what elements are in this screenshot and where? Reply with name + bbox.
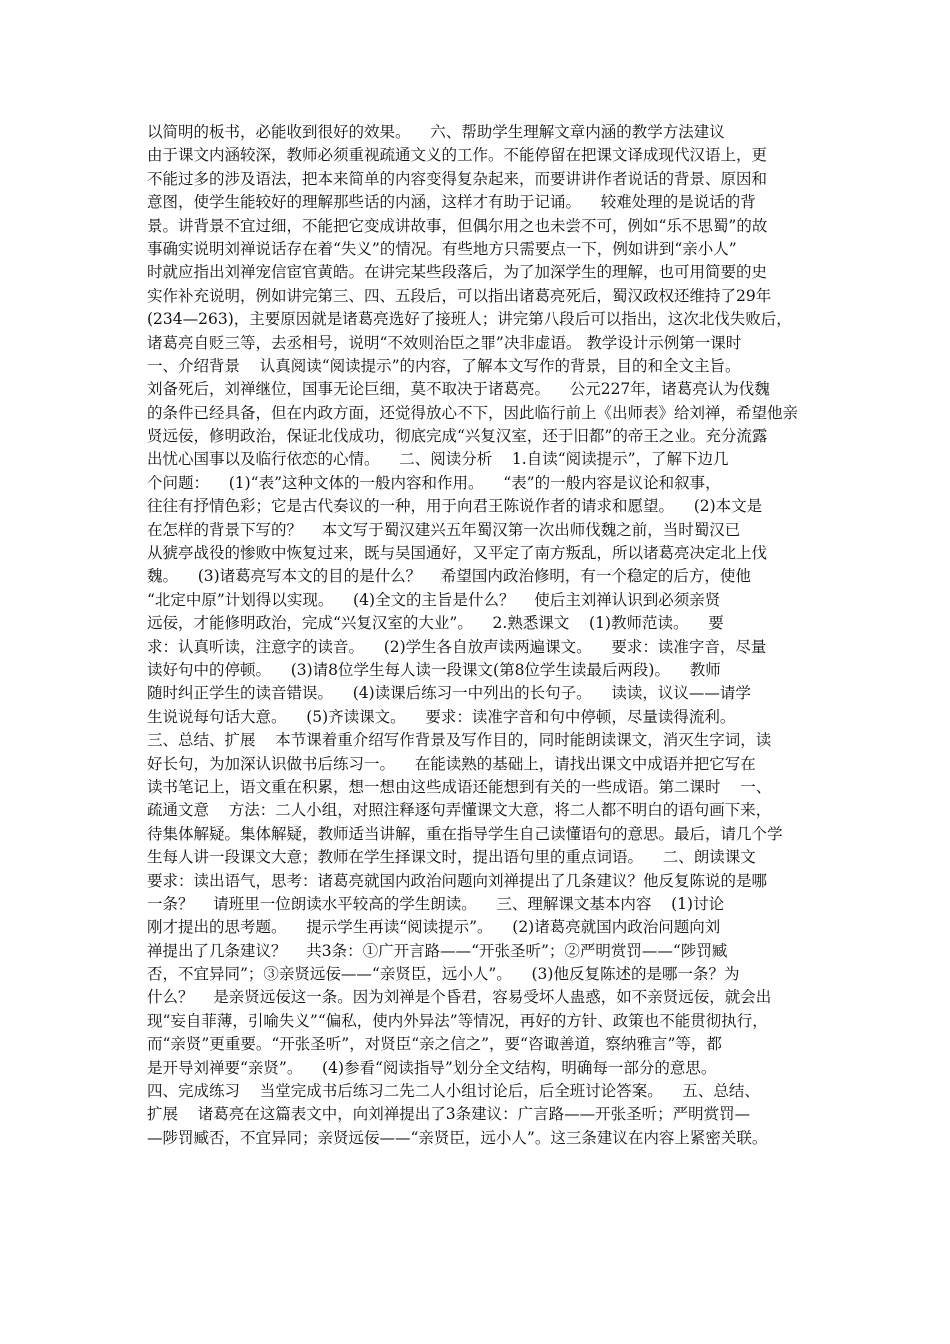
text-line: 要求：读出语气，思考：诸葛亮就国内政治问题向刘禅提出了几条建议？他反复陈说的是哪 xyxy=(147,871,768,890)
text-line: 意图，使学生能较好的理解那些话的内涵，这样才有助于记诵。 较难处理的是说话的背 xyxy=(147,193,756,212)
text-line: —陟罚臧否，不宜异同；亲贤远佞——“亲贤臣，远小人”。这三条建议在内容上紧密关联。 xyxy=(147,1128,768,1147)
text-line: “北定中原”计划得以实现。 (4)全文的主旨是什么？ 使后主刘禅认识到必须亲贤 xyxy=(147,590,721,609)
text-line: 景。讲背景不宜过细，不能把它变成讲故事，但偶尔用之也未尝不可，例如“乐不思蜀”的故 xyxy=(147,216,768,235)
text-line: 求：认真听读，注意字的读音。 (2)学生各自放声读两遍课文。 要求：读准字音，尽量 xyxy=(147,637,767,656)
text-line: 读好句中的停顿。 (3)请8位学生每人读一段课文(第8位学生读最后两段)。 教师 xyxy=(147,660,721,679)
text-line: 好长句，为加深认识做书后练习一。 在能读熟的基础上，请找出课文中成语并把它写在 xyxy=(147,754,756,773)
text-line: 是开导刘禅要“亲贤”。 (4)参看“阅读指导”划分全文结构，明确每一部分的意思。 xyxy=(147,1058,717,1077)
text-line: 实作补充说明，例如讲完第三、四、五段后，可以指出诸葛亮死后，蜀汉政权还维持了29年 xyxy=(147,286,772,305)
text-line: 事确实说明刘禅说话存在着“失义”的情况。有些地方只需要点一下，例如讲到“亲小人” xyxy=(147,239,737,258)
body-text xyxy=(147,121,823,1150)
text-line: 读书笔记上，语文重在积累，想一想由这些成语还能想到有关的一些成语。第二课时 一、 xyxy=(147,777,772,796)
text-line: 禅提出了几条建议？ 共3条：①广开言路——“开张圣听”；②严明赏罚——“陟罚臧 xyxy=(147,941,728,960)
text-line: 四、完成练习 当堂完成书后练习二先二人小组讨论后，后全班讨论答案。 五、总结、 xyxy=(147,1082,760,1101)
text-line: 从猇亭战役的惨败中恢复过来，既与吴国通好，又平定了南方叛乱，所以诸葛亮决定北上伐 xyxy=(147,544,768,563)
text-line: 不能过多的涉及语法，把本来简单的内容变得复杂起来，而要讲讲作者说话的背景、原因和 xyxy=(147,169,768,188)
text-line: 而“亲贤”更重要。“开张圣听”，对贤臣“亲之信之”，要“咨诹善道，察纳雅言”等，都 xyxy=(147,1035,722,1054)
text-line: 时就应指出刘禅宠信宦官黄皓。在讲完某些段落后，为了加深学生的理解，也可用简要的史 xyxy=(147,263,768,282)
text-line: 待集体解疑。集体解疑，教师适当讲解，重在指导学生自己读懂语句的意思。最后，请几个学 xyxy=(147,824,783,843)
text-line: 三、总结、扩展 本节课着重介绍写作背景及写作目的，同时能朗读课文，消灭生字词，读 xyxy=(147,731,772,750)
text-line: 由于课文内涵较深，教师必须重视疏通文义的工作。不能停留在把课文译成现代汉语上，更 xyxy=(147,146,768,165)
text-line: 刘备死后，刘禅继位，国事无论巨细，莫不取决于诸葛亮。 公元227年，诸葛亮认为伐魏 xyxy=(147,380,770,399)
text-line: 以简明的板书，必能收到很好的效果。 六、帮助学生理解文章内涵的教学方法建议 xyxy=(147,123,725,141)
text-line: 生每人讲一段课文大意；教师在学生择课文时，提出语句里的重点词语。 二、朗读课文 xyxy=(147,848,756,867)
text-line: 生说说每句话大意。 (5)齐读课文。 要求：读准字音和句中停顿，尽量读得流利。 xyxy=(147,707,736,726)
text-line: 随时纠正学生的读音错误。 (4)读课后练习一中列出的长句子。 读读，议议——请学 xyxy=(147,684,751,703)
text-line: 个问题： (1)“表”这种文体的一般内容和作用。 “表”的一般内容是议论和叙事， xyxy=(147,473,721,492)
text-line: 的条件已经具备，但在内政方面，还觉得放心不下，因此临行前上《出师表》给刘禅，希望他亲 xyxy=(147,403,799,422)
text-line: 刚才提出的思考题。 提示学生再读“阅读提示”。 (2)诸葛亮就国内政治问题向刘 xyxy=(147,918,721,937)
text-line: 出忧心国事以及临行依恋的心情。 二、阅读分析 1.自读“阅读提示”，了解下边几 xyxy=(147,450,729,469)
text-line: (234—263)，主要原因就是诸葛亮选好了接班人；讲完第八段后可以指出，这次北伐失败后， xyxy=(147,310,792,329)
text-line: 什么？ 是亲贤远佞这一条。因为刘禅是个昏君，容易受坏人蛊惑，如不亲贤远佞，就会出 xyxy=(147,988,772,1007)
text-line: 现“妄自菲薄，引喻失义”“偏私，使内外异法”等情况，再好的方针、政策也不能贯彻执行， xyxy=(147,1011,768,1030)
text-line: 贤远佞，修明政治，保证北伐成功，彻底完成“兴复汉室，还于旧都”的帝王之业。充分流露 xyxy=(147,427,768,446)
text-line: 魏。 (3)诸葛亮写本文的目的是什么？ 希望国内政治修明，有一个稳定的后方，使他 xyxy=(147,567,751,586)
text-line: 往往有抒情色彩；它是古代奏议的一种，用于向君王陈说作者的请求和愿望。 (2)本文是 xyxy=(147,497,763,516)
text-line: 在怎样的背景下写的？ 本文写于蜀汉建兴五年蜀汉第一次出师伐魏之前，当时蜀汉已 xyxy=(147,520,741,539)
text-line: 否，不宜异同”；③亲贤远佞——“亲贤臣，远小人”。 (3)他反复陈述的是哪一条？为 xyxy=(147,965,740,984)
text-line: 一条？ 请班里一位朗读水平较高的学生朗读。 三、理解课文基本内容 (1)讨论 xyxy=(147,894,725,913)
text-line: 一、介绍背景 认真阅读“阅读提示”的内容，了解本文写作的背景，目的和全文主旨。 xyxy=(147,356,741,375)
text-line: 扩展 诸葛亮在这篇表文中，向刘禅提出了3条建议：广言路——开张圣听；严明赏罚— xyxy=(147,1105,751,1124)
text-line: 诸葛亮自贬三等，去丞相号，说明“不效则治臣之罪”决非虚语。 教学设计示例第一课时 xyxy=(147,333,742,352)
text-line: 远佞，才能修明政治，完成“兴复汉室的大业”。 2.熟悉课文 (1)教师范读。 要 xyxy=(147,614,724,633)
text-line: 疏通文意 方法：二人小组，对照注释逐句弄懂课文大意，将二人都不明白的语句画下来， xyxy=(147,801,772,820)
